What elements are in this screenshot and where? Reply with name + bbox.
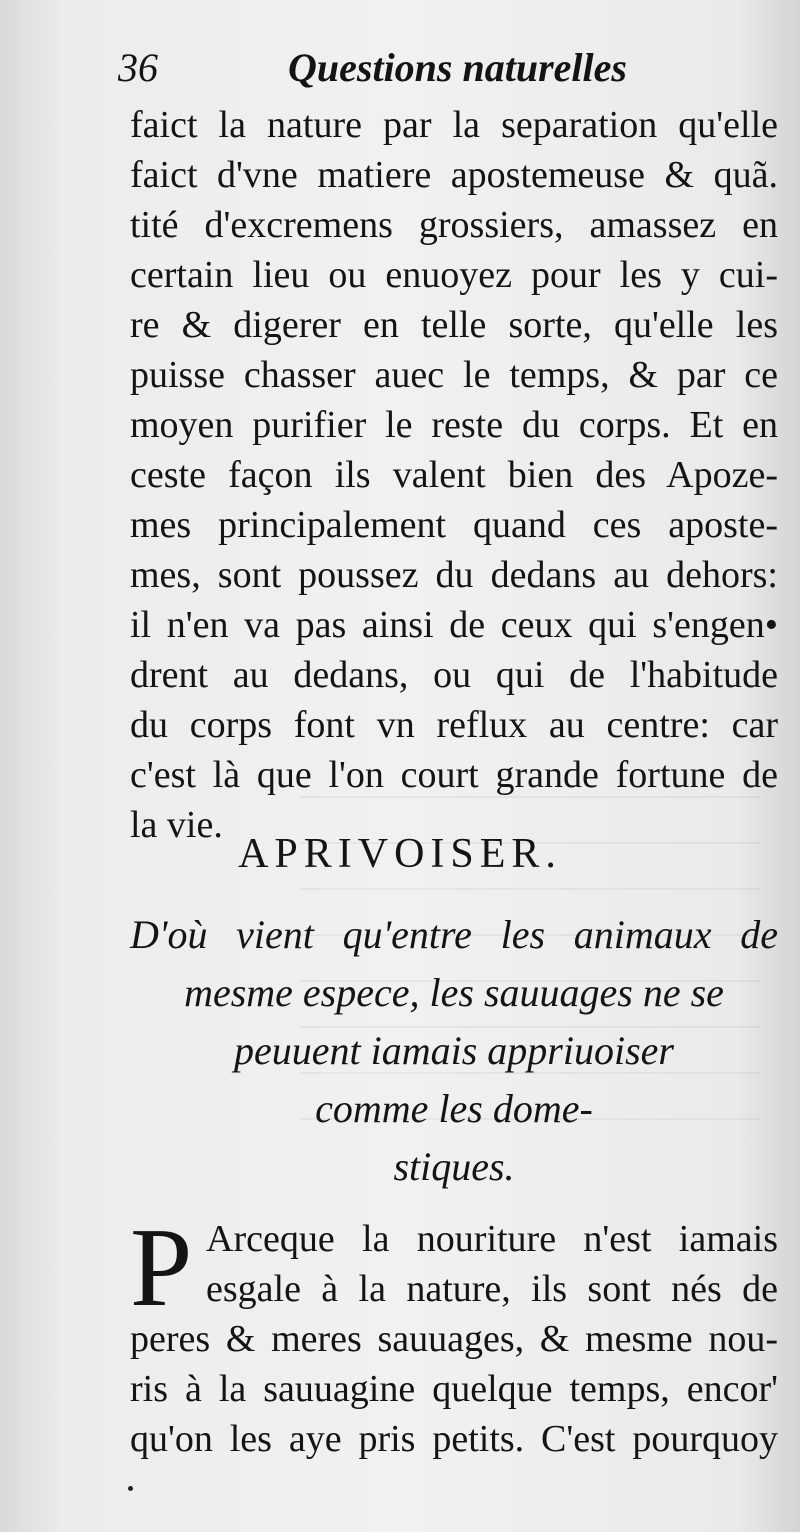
question-line: stiques. (393, 1144, 515, 1189)
text-line: moyen purifier le reste du corps. Et en (130, 404, 778, 446)
text-line: peres & meres sauuages, & mesme nou- (130, 1318, 778, 1360)
text-line: drent au dedans, ou qui de l'habitude (130, 654, 778, 696)
text-line: Arceque la nouriture n'est iamais (206, 1218, 778, 1260)
text-line: mes, sont poussez du dedans au dehors: (130, 554, 778, 596)
text-line: ceste façon ils valent bien des Apoze- (130, 454, 778, 496)
page-number: 36 (118, 45, 158, 90)
text-line: la vie. (130, 804, 223, 846)
question-block (130, 906, 778, 1196)
text-line: re & digerer en telle sorte, qu'elle les (130, 304, 778, 346)
text-line: ris à la sauuagine quelque temps, encor' (130, 1368, 778, 1410)
text-line: certain lieu ou enuoyez pour les y cui- (130, 254, 778, 296)
text-line: il n'en va pas ainsi de ceux qui s'engen• (130, 604, 778, 646)
question-line: comme les dome- (315, 1086, 593, 1131)
question-line: peuuent iamais appriuoiser (234, 1028, 674, 1073)
section-heading: APRIVOISER. (238, 831, 562, 877)
text-line: puisse chasser auec le temps, & par ce (130, 354, 778, 396)
body-paragraph (130, 100, 778, 850)
text-line: mes principalement quand ces aposte- (130, 504, 778, 546)
drop-cap: P (130, 1206, 193, 1330)
running-title: Questions naturelles (288, 45, 627, 90)
answer-paragraph (130, 1206, 778, 1464)
text-line: qu'on les aye pris petits. C'est pourquoy (130, 1418, 778, 1460)
text-line: faict la nature par la separation qu'elle (130, 104, 778, 146)
question-line: D'où vient qu'entre les animaux de (130, 912, 778, 957)
page-header (118, 38, 758, 98)
ink-dot (128, 1486, 133, 1491)
text-line: tité d'excremens grossiers, amassez en (130, 204, 778, 246)
text-line: faict d'vne matiere apostemeuse & quã. (130, 154, 778, 196)
text-line: c'est là que l'on court grande fortune de (130, 754, 778, 796)
text-line: esgale à la nature, ils sont nés de (206, 1268, 778, 1310)
question-line: mesme espece, les sauuages ne se (184, 970, 724, 1015)
text-line: du corps font vn reflux au centre: car (130, 704, 778, 746)
